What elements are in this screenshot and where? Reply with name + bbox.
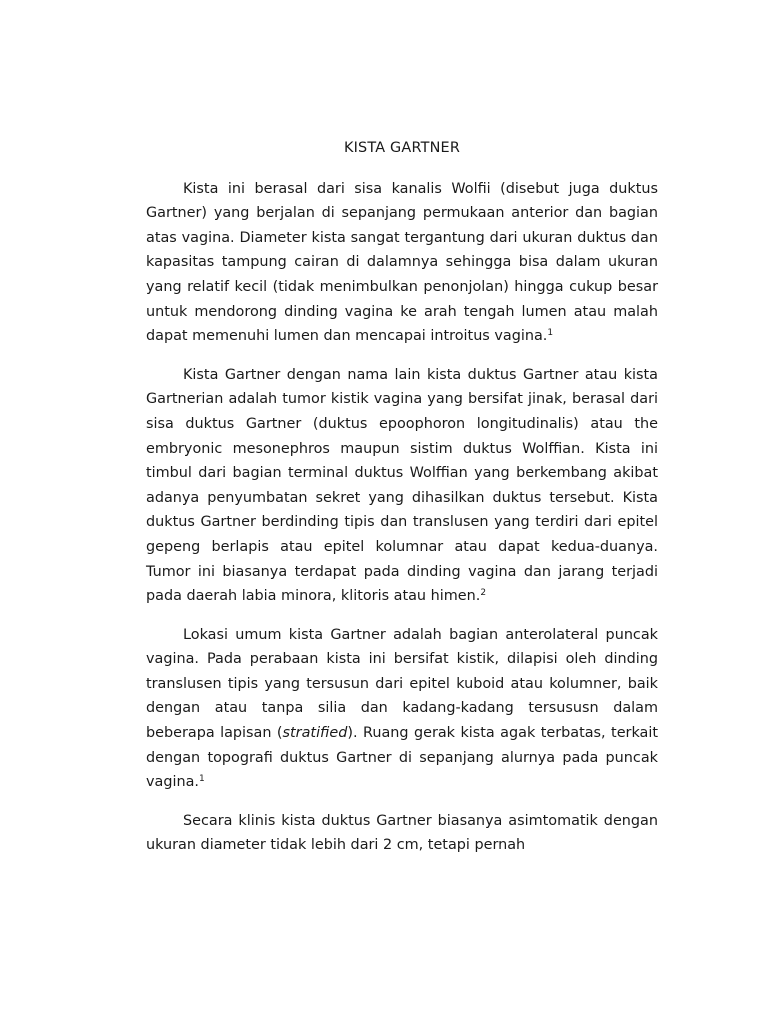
footnote-ref-1: 1 — [547, 328, 554, 339]
paragraph-4-text: Secara klinis kista duktus Gartner biasanya asimtomatik dengan ukuran diameter tidak lebih dari 2 cm, tetapi pernah — [146, 812, 658, 854]
paragraph-1 — [146, 177, 658, 349]
footnote-ref-3: 1 — [198, 774, 205, 785]
document-title: KISTA GARTNER — [343, 140, 461, 156]
paragraph-4 — [146, 809, 658, 858]
paragraph-3-text-after: ). Ruang gerak kista agak terbatas, terkait dengan topografi duktus Gartner di sepanjang alurnya pada puncak vagina. — [146, 725, 658, 791]
paragraph-3-italic-term: stratified — [282, 725, 348, 742]
paragraph-1-text: Kista ini berasal dari sisa kanalis Wolfii (disebut juga duktus Gartner) yang berjalan di sepanjang permukaan anterior dan bagian atas vagina. Diameter kista sangat tergantung dari ukuran duktus dan kapasitas tampung cairan di dalamnya sehingga bisa dalam ukuran yang relatif kecil (tidak menimbulkan penonjolan) hingga cukup besar untuk mendorong dinding vagina ke arah tengah lumen atau malah dapat memenuhi lumen dan mencapai introitus vagina. — [146, 180, 658, 345]
paragraph-2-text: Kista Gartner dengan nama lain kista duktus Gartner atau kista Gartnerian adalah tumor kistik vagina yang bersifat jinak, berasal dari sisa duktus Gartner (duktus epoophoron longitudinalis) atau the embryonic mesonephros maupun sistim duktus Wolffian. Kista ini timbul dari bagian terminal duktus Wolffian yang berkembang akibat adanya penyumbatan sekret yang dihasilkan duktus tersebut. Kista duktus Gartner berdinding tipis dan translusen yang terdiri dari epitel gepeng berlapis atau epitel kolumnar atau dapat kedua-duanya. Tumor ini biasanya terdapat pada dinding vagina dan jarang terjadi pada daerah labia minora, klitoris atau himen. — [146, 366, 658, 605]
paragraph-3 — [146, 623, 658, 795]
paragraph-3-text-before: Lokasi umum kista Gartner adalah bagian anterolateral puncak vagina. Pada perabaan kista ini bersifat kistik, dilapisi oleh dinding translusen tipis yang tersusun dari epitel kuboid atau kolumner, baik dengan atau tanpa silia dan kadang-kadang tersususn dalam beberapa lapisan ( — [146, 626, 658, 742]
paragraph-2 — [146, 363, 658, 609]
footnote-ref-2: 2 — [480, 588, 487, 599]
document-page — [146, 136, 658, 858]
